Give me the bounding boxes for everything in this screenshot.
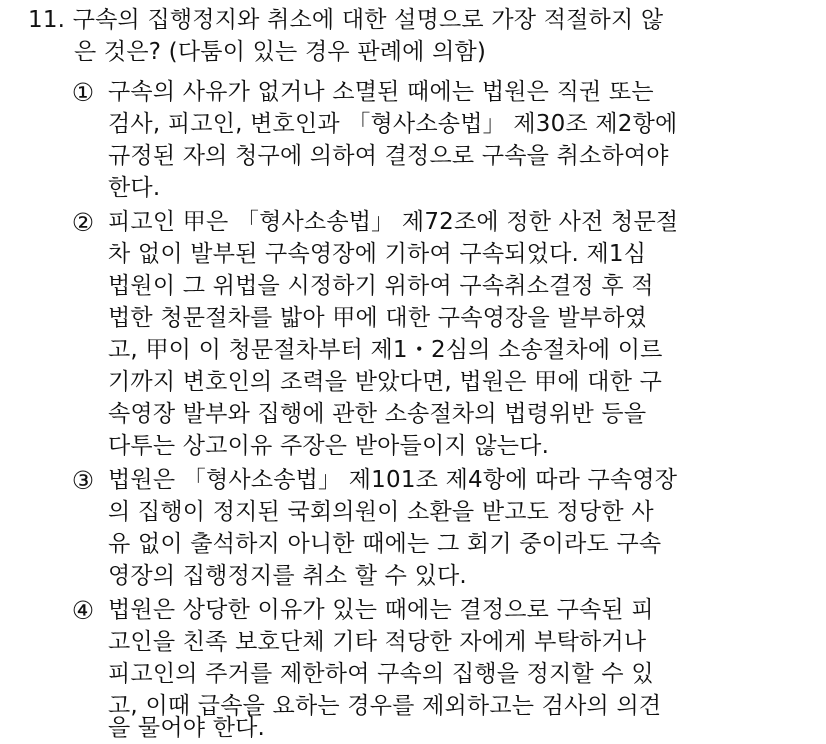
option-2-line-6: 기까지 변호인의 조력을 받았다면, 법원은 甲에 대한 구 xyxy=(108,369,663,395)
option-2-line-8: 다투는 상고이유 주장은 받아들이지 않는다. xyxy=(108,433,550,459)
question-number: 11. xyxy=(28,7,66,33)
option-4-line-1: 법원은 상당한 이유가 있는 때에는 결정으로 구속된 피 xyxy=(108,597,654,623)
option-4-line-3: 피고인의 주거를 제한하여 구속의 집행을 정지할 수 있 xyxy=(108,661,654,687)
option-1-line-3: 규정된 자의 청구에 의하여 결정으로 구속을 취소하여야 xyxy=(108,143,669,169)
option-1-marker[interactable]: ① xyxy=(71,78,95,107)
option-2-line-5: 고, 甲이 이 청문절차부터 제1・2심의 소송절차에 이르 xyxy=(108,337,663,363)
option-2-line-2: 차 없이 발부된 구속영장에 기하여 구속되었다. 제1심 xyxy=(108,241,647,267)
question-stem-line-1 xyxy=(28,4,663,36)
option-2-line-7: 속영장 발부와 집행에 관한 소송절차의 법령위반 등을 xyxy=(108,401,647,427)
question-stem-line-2: 은 것은? (다툼이 있는 경우 판례에 의함) xyxy=(74,39,487,65)
option-2-line-3: 법원이 그 위법을 시정하기 위하여 구속취소결정 후 적 xyxy=(108,273,654,299)
option-1-line-4: 한다. xyxy=(108,175,161,201)
option-3-marker[interactable]: ③ xyxy=(71,466,95,495)
option-2-line-4: 법한 청문절차를 밟아 甲에 대한 구속영장을 발부하였 xyxy=(108,305,648,331)
option-2-marker[interactable]: ② xyxy=(71,208,95,237)
option-1-line-2: 검사, 피고인, 변호인과 「형사소송법」 제30조 제2항에 xyxy=(108,111,678,137)
option-4-line-5: 을 물어야 한다. xyxy=(108,715,266,741)
option-2-line-1: 피고인 甲은 「형사소송법」 제72조에 정한 사전 청문절 xyxy=(108,209,679,235)
option-1-line-1: 구속의 사유가 없거나 소멸된 때에는 법원은 직권 또는 xyxy=(108,79,654,105)
option-4-line-4: 고, 이때 급속을 요하는 경우를 제외하고는 검사의 의견 xyxy=(108,693,662,719)
option-3-line-3: 유 없이 출석하지 아니한 때에는 그 회기 중이라도 구속 xyxy=(108,531,662,557)
option-3-line-1: 법원은 「형사소송법」 제101조 제4항에 따라 구속영장 xyxy=(108,467,678,493)
option-3-line-4: 영장의 집행정지를 취소 할 수 있다. xyxy=(108,563,467,589)
option-4-marker[interactable]: ④ xyxy=(71,596,95,625)
question-stem-text: 구속의 집행정지와 취소에 대한 설명으로 가장 적절하지 않 xyxy=(72,7,664,33)
option-3-line-2: 의 집행이 정지된 국회의원이 소환을 받고도 정당한 사 xyxy=(108,499,654,525)
option-4-line-2: 고인을 친족 보호단체 기타 적당한 자에게 부탁하거나 xyxy=(108,629,647,655)
